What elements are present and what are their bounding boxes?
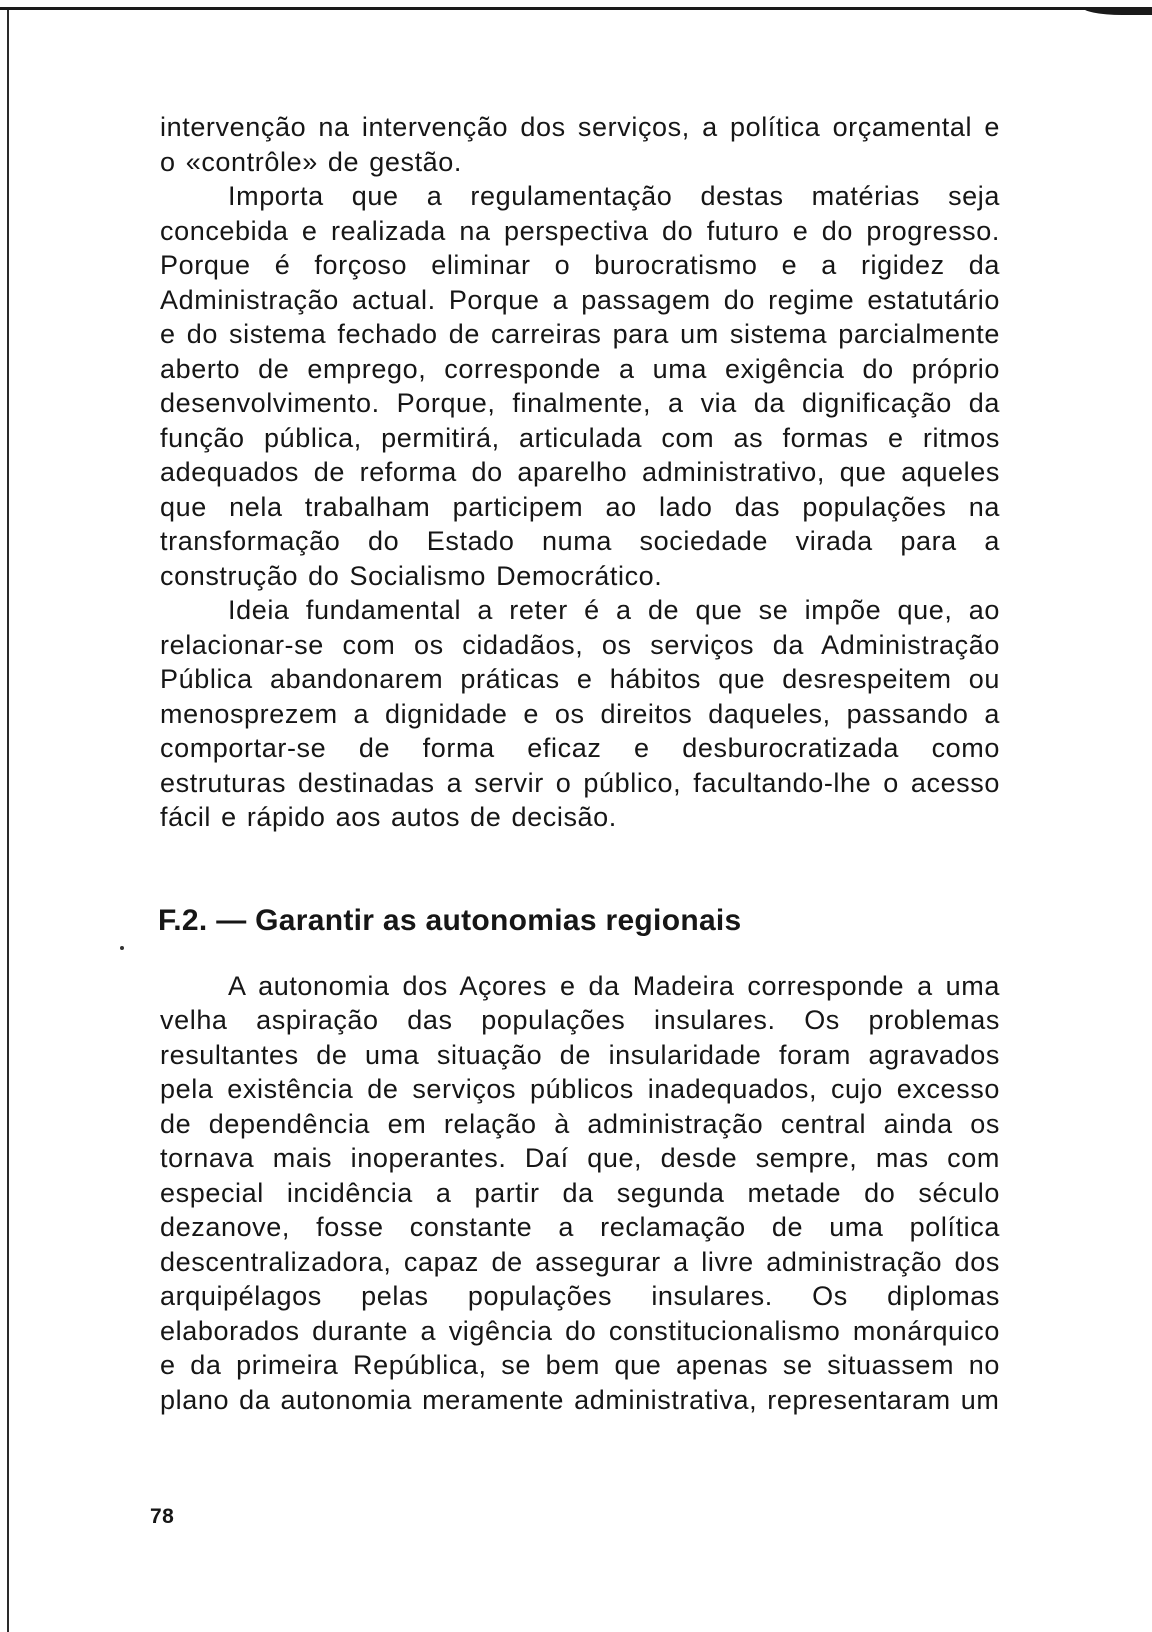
scan-border-corner [7, 7, 37, 10]
scan-border-top-right [1082, 7, 1152, 15]
section-number: F.2. — [158, 903, 247, 937]
scan-border-left [7, 8, 9, 1632]
section-paragraph: A autonomia dos Açores e da Madeira corresponde a uma velha aspiração das populações insulares. Os problemas resultantes de uma situação de insularidade foram agravados pela existência de serviços públicos inadequados, cujo excesso de dependência em relação à administração central ainda os tornava mais inoperantes. Daí que, desde sempre, mas com especial incidência a partir da segunda metade do século dezanove, fosse constante a reclamação de uma política descentralizadora, capaz de assegurar a livre administração dos arquipélagos pelas populações insulares. Os diplomas elaborados durante a vigência do constitucionalismo monárquico e da primeira República, se bem que apenas se situassem no plano da autonomia meramente administrativa, representaram um [160, 970, 1000, 1415]
page-body [160, 110, 1000, 1417]
paragraph-1: intervenção na intervenção dos serviços, a política orçamental e o «contrôle» de gestão. [160, 112, 1000, 177]
paragraph-3: Ideia fundamental a reter é a de que se impõe que, ao relacionar-se com os cidadãos, os serviços da Administração Pública abandonarem práticas e hábitos que desrespeitem ou menosprezem a dignidade e os direitos daqueles, passando a comportar-se de forma eficaz e desburocratizada como estruturas destinadas a servir o público, facultando-lhe o acesso fácil e rápido aos autos de decisão. [160, 595, 1000, 832]
section-title: Garantir as autonomias regionais [255, 903, 742, 937]
paragraph-2: Importa que a regulamentação destas matérias seja concebida e realizada na perspectiva do futuro e do progresso. Porque é forçoso eliminar o burocratismo e a rigidez da Administração actual. Porque a passagem do regime estatutário e do sistema fechado de carreiras para um sistema parcialmente aberto de emprego, corresponde a uma exigência do próprio desenvolvimento. Porque, finalmente, a via da dignificação da função pública, permitirá, articulada com as formas e ritmos adequados de reforma do aparelho administrativo, que aqueles que nela trabalham participem ao lado das populações na transformação do Estado numa sociedade virada para a construção do Socialismo Democrático. [160, 181, 1000, 591]
scan-speck [120, 946, 124, 950]
page-number: 78 [150, 1505, 175, 1528]
section-heading [158, 901, 1000, 941]
scan-border-top [0, 7, 1152, 10]
